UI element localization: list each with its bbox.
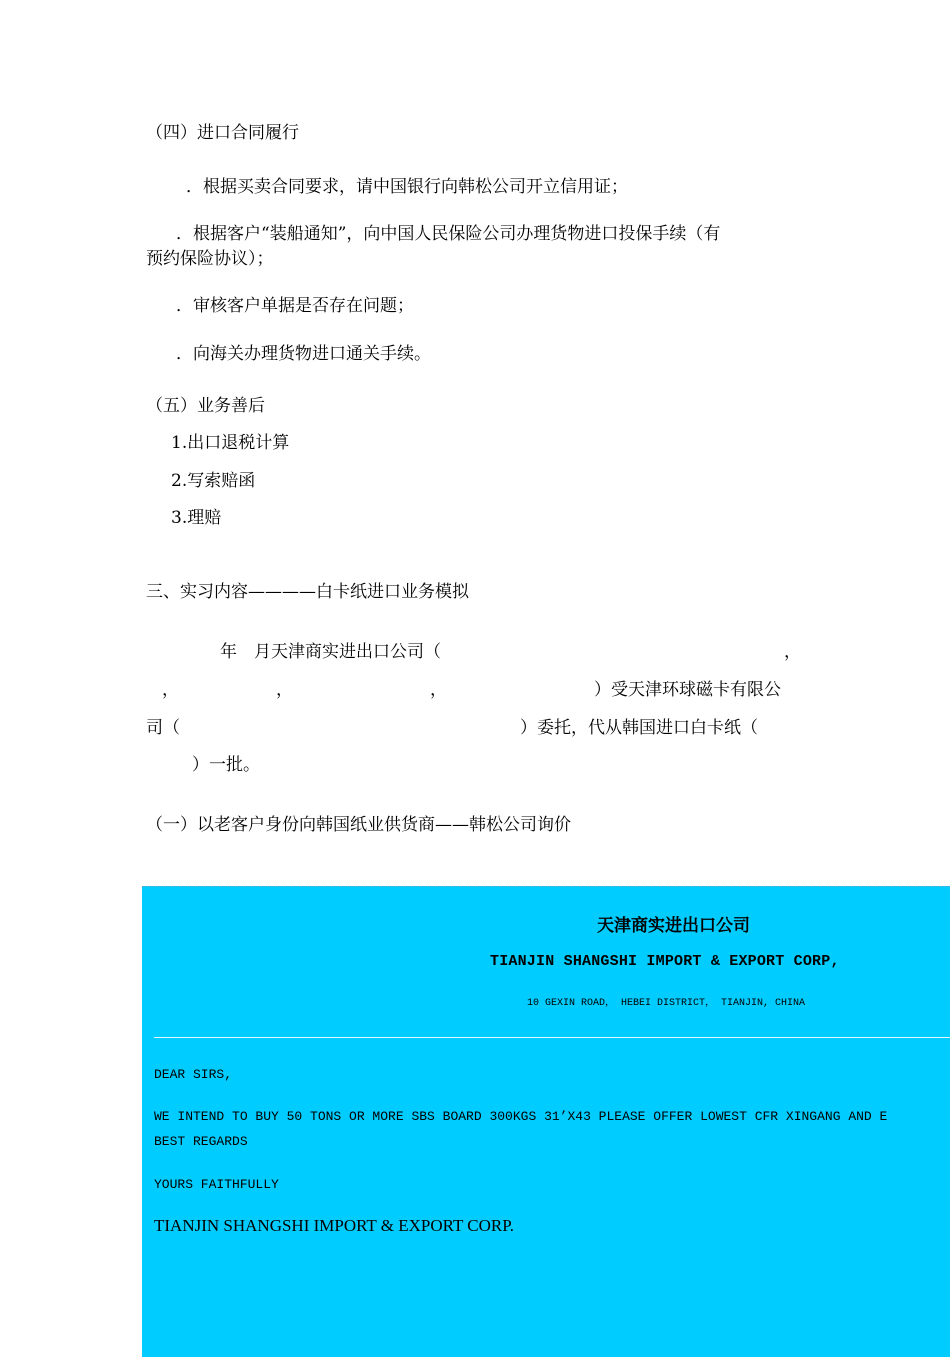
letter-company-cn: 天津商实进出口公司 xyxy=(597,916,750,936)
section-5-item-3: 3.理赔 xyxy=(171,508,222,528)
part-3-heading: 三、实习内容————白卡纸进口业务模拟 xyxy=(146,582,469,602)
letter-divider xyxy=(154,1037,950,1038)
intro-line2-c: ， xyxy=(430,680,447,700)
section-4-item-4: ．向海关办理货物进口通关手续。 xyxy=(176,344,431,364)
section-5-item-2: 2.写索赔函 xyxy=(171,471,256,491)
section-4-item-3: ．审核客户单据是否存在问题； xyxy=(176,296,414,316)
letter-salutation: DEAR SIRS, xyxy=(154,1067,233,1082)
letter-signature: TIANJIN SHANGSHI IMPORT & EXPORT CORP. xyxy=(154,1216,515,1235)
intro-line3-a: 司（ xyxy=(146,718,180,738)
section-4-heading: （四）进口合同履行 xyxy=(146,123,299,143)
intro-line4: ）一批。 xyxy=(192,755,260,775)
section-4-item-1: ．根据买卖合同要求，请中国银行向韩松公司开立信用证； xyxy=(186,177,628,197)
intro-line2-d: ）受天津环球磁卡有限公 xyxy=(594,680,781,700)
subsection-1-heading: （一）以老客户身份向韩国纸业供货商——韩松公司询价 xyxy=(146,815,571,835)
intro-line1-b: ， xyxy=(784,642,801,662)
letter-closing: YOURS FAITHFULLY xyxy=(154,1177,279,1192)
letter-body: WE INTEND TO BUY 50 TONS OR MORE SBS BOARD 300KGS 31’X43 PLEASE OFFER LOWEST CFR XINGANG AND E xyxy=(154,1109,888,1124)
intro-line3-b: ）委托，代从韩国进口白卡纸（ xyxy=(520,718,758,738)
inquiry-letter xyxy=(142,886,950,1357)
intro-line2-b: ， xyxy=(276,680,293,700)
section-4-item-2-cont: 预约保险协议）； xyxy=(146,249,274,269)
letter-address: 10 GEXIN ROAD， HEBEI DISTRICT， TIANJIN, CHINA xyxy=(527,998,806,1009)
intro-line1-a: 年 月天津商实进出口公司（ xyxy=(220,642,441,662)
letter-regards: BEST REGARDS xyxy=(154,1134,248,1149)
section-5-item-1: 1.出口退税计算 xyxy=(171,433,290,453)
section-4-item-2: ．根据客户“装船通知”，向中国人民保险公司办理货物进口投保手续（有 xyxy=(176,224,721,244)
section-5-heading: （五）业务善后 xyxy=(146,396,265,416)
letter-company-en: TIANJIN SHANGSHI IMPORT & EXPORT CORP, xyxy=(490,953,840,970)
intro-line2-a: ， xyxy=(162,680,179,700)
